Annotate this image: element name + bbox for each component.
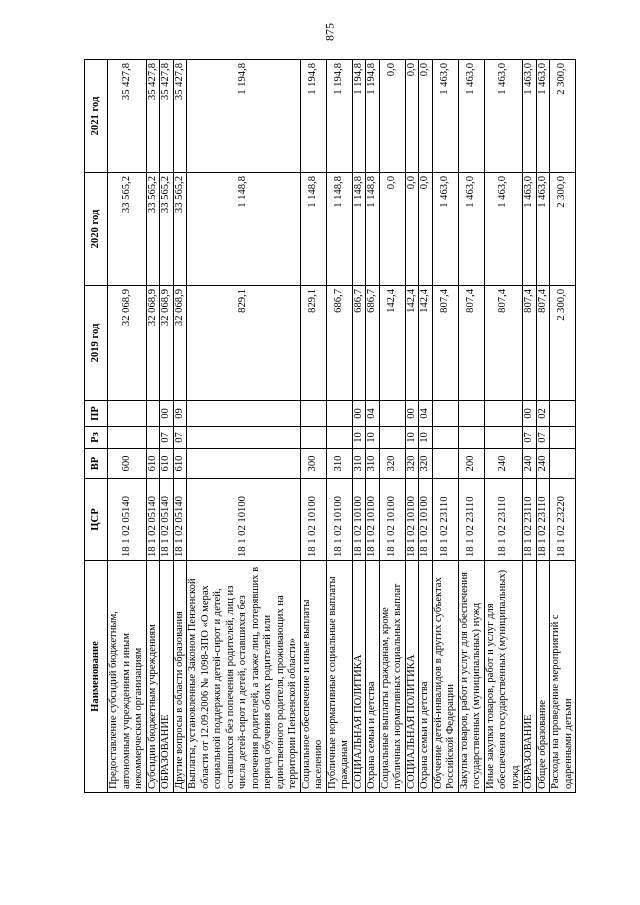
cell-vr: 310 [326, 449, 352, 479]
cell-2021: 1 194,8 [300, 60, 326, 173]
cell-rz [146, 427, 160, 449]
cell-2021: 1 463,0 [458, 60, 484, 173]
cell-2019: 32 068,9 [108, 286, 147, 401]
cell-vr: 600 [108, 449, 147, 479]
cell-vr: 200 [458, 449, 484, 479]
table-row [366, 60, 380, 793]
cell-csr: 18 1 02 10100 [300, 479, 326, 561]
cell-2019: 2 300,0 [550, 286, 576, 401]
table-row [458, 60, 484, 793]
cell-rz: 07 [523, 427, 537, 449]
cell-rz [484, 427, 523, 449]
cell-vr: 610 [173, 449, 187, 479]
cell-csr: 18 1 02 23110 [536, 479, 550, 561]
cell-2019: 829,1 [187, 286, 301, 401]
cell-name: ОБРАЗОВАНИЕ [523, 561, 537, 793]
cell-2020: 1 463,0 [458, 173, 484, 286]
cell-2020: 33 565,2 [108, 173, 147, 286]
cell-pr [300, 401, 326, 427]
cell-2021: 1 463,0 [484, 60, 523, 173]
cell-2019: 829,1 [300, 286, 326, 401]
cell-pr: 09 [173, 401, 187, 427]
header-vr: ВР [85, 449, 108, 479]
table-row [484, 60, 523, 793]
cell-name: Предоставление субсидий бюджетным, автономным учреждениям и иным некоммерческим организациям [108, 561, 147, 793]
page-number: 875 [322, 23, 337, 41]
budget-table [84, 59, 576, 793]
table-row [536, 60, 550, 793]
cell-2020: 1 148,8 [326, 173, 352, 286]
cell-name: Охрана семьи и детства [419, 561, 433, 793]
cell-name: Охрана семьи и детства [366, 561, 380, 793]
cell-csr: 18 1 02 10100 [405, 479, 419, 561]
cell-2021: 1 194,8 [187, 60, 301, 173]
cell-vr: 310 [366, 449, 380, 479]
cell-rz: 10 [352, 427, 366, 449]
cell-name: ОБРАЗОВАНИЕ [160, 561, 174, 793]
cell-2019: 807,4 [432, 286, 458, 401]
cell-csr: 18 1 02 10100 [352, 479, 366, 561]
cell-vr: 310 [352, 449, 366, 479]
cell-vr: 610 [160, 449, 174, 479]
cell-pr: 04 [366, 401, 380, 427]
table-row [326, 60, 352, 793]
cell-name: Общее образование [536, 561, 550, 793]
cell-2021: 1 463,0 [536, 60, 550, 173]
cell-rz: 07 [173, 427, 187, 449]
table-row [523, 60, 537, 793]
cell-rz [458, 427, 484, 449]
cell-2021: 1 194,8 [366, 60, 380, 173]
cell-rz: 10 [366, 427, 380, 449]
header-name: Наименование [85, 561, 108, 793]
cell-vr [550, 449, 576, 479]
table-header-row [85, 60, 108, 793]
cell-2021: 35 427,8 [108, 60, 147, 173]
cell-2019: 807,4 [484, 286, 523, 401]
cell-2020: 33 565,2 [146, 173, 160, 286]
cell-pr [432, 401, 458, 427]
cell-rz [432, 427, 458, 449]
cell-2021: 1 463,0 [432, 60, 458, 173]
cell-name: Социальное обеспечение и иные выплаты населению [300, 561, 326, 793]
cell-2020: 1 148,8 [366, 173, 380, 286]
cell-pr [379, 401, 405, 427]
cell-2021: 2 300,0 [550, 60, 576, 173]
table-body [108, 60, 576, 793]
cell-vr: 240 [536, 449, 550, 479]
cell-pr [187, 401, 301, 427]
cell-name: Иные закупки товаров, работ и услуг для обеспечения государственных (муниципальных) нужд [484, 561, 523, 793]
cell-2020: 33 565,2 [160, 173, 174, 286]
header-2021: 2021 год [85, 60, 108, 173]
header-pr: ПР [85, 401, 108, 427]
cell-2020: 1 148,8 [352, 173, 366, 286]
cell-csr: 18 1 02 05140 [160, 479, 174, 561]
cell-csr: 18 1 02 10100 [419, 479, 433, 561]
cell-2021: 35 427,8 [160, 60, 174, 173]
cell-2021: 0,0 [379, 60, 405, 173]
cell-2020: 2 300,0 [550, 173, 576, 286]
cell-csr: 18 1 02 05140 [173, 479, 187, 561]
cell-rz: 07 [536, 427, 550, 449]
cell-pr: 00 [523, 401, 537, 427]
cell-2019: 32 068,9 [146, 286, 160, 401]
cell-rz: 10 [405, 427, 419, 449]
cell-vr [432, 449, 458, 479]
cell-pr [550, 401, 576, 427]
cell-vr: 610 [146, 449, 160, 479]
rotated-table-container [84, 60, 574, 793]
cell-2020: 0,0 [379, 173, 405, 286]
cell-2019: 686,7 [366, 286, 380, 401]
cell-vr: 320 [419, 449, 433, 479]
cell-2019: 807,4 [536, 286, 550, 401]
cell-pr [458, 401, 484, 427]
table-row [160, 60, 174, 793]
cell-csr: 18 1 02 10100 [379, 479, 405, 561]
cell-2019: 32 068,9 [160, 286, 174, 401]
cell-2021: 35 427,8 [146, 60, 160, 173]
cell-rz [379, 427, 405, 449]
cell-2020: 1 463,0 [432, 173, 458, 286]
cell-csr: 18 1 02 23220 [550, 479, 576, 561]
cell-pr [326, 401, 352, 427]
cell-rz [326, 427, 352, 449]
cell-2020: 33 565,2 [173, 173, 187, 286]
cell-vr [187, 449, 301, 479]
cell-rz: 10 [419, 427, 433, 449]
cell-2020: 0,0 [419, 173, 433, 286]
cell-pr [108, 401, 147, 427]
cell-2020: 1 463,0 [523, 173, 537, 286]
cell-2020: 1 463,0 [484, 173, 523, 286]
cell-rz: 07 [160, 427, 174, 449]
header-csr: ЦСР [85, 479, 108, 561]
table-row [432, 60, 458, 793]
table-row [187, 60, 301, 793]
cell-2021: 0,0 [419, 60, 433, 173]
cell-vr: 300 [300, 449, 326, 479]
table-row [550, 60, 576, 793]
cell-2020: 0,0 [405, 173, 419, 286]
cell-2020: 1 148,8 [300, 173, 326, 286]
header-2020: 2020 год [85, 173, 108, 286]
cell-2019: 686,7 [326, 286, 352, 401]
cell-name: СОЦИАЛЬНАЯ ПОЛИТИКА [405, 561, 419, 793]
cell-csr: 18 1 02 23110 [523, 479, 537, 561]
cell-vr: 240 [484, 449, 523, 479]
cell-name: Закупка товаров, работ и услуг для обеспечения государственных (муниципальных) нужд [458, 561, 484, 793]
cell-pr [146, 401, 160, 427]
table-row [173, 60, 187, 793]
cell-name: Публичные нормативные социальные выплаты гражданам [326, 561, 352, 793]
cell-csr: 18 1 02 05140 [108, 479, 147, 561]
cell-pr: 00 [405, 401, 419, 427]
cell-csr: 18 1 02 23110 [458, 479, 484, 561]
header-rz: Рз [85, 427, 108, 449]
cell-vr: 240 [523, 449, 537, 479]
cell-csr: 18 1 02 05140 [146, 479, 160, 561]
cell-name: СОЦИАЛЬНАЯ ПОЛИТИКА [352, 561, 366, 793]
table-row [108, 60, 147, 793]
cell-2019: 142,4 [405, 286, 419, 401]
cell-rz [550, 427, 576, 449]
cell-2019: 807,4 [523, 286, 537, 401]
cell-2019: 686,7 [352, 286, 366, 401]
table-row [419, 60, 433, 793]
cell-vr: 320 [379, 449, 405, 479]
table-row [405, 60, 419, 793]
cell-2021: 1 194,8 [326, 60, 352, 173]
cell-csr: 18 1 02 23110 [484, 479, 523, 561]
cell-name: Субсидии бюджетным учреждениям [146, 561, 160, 793]
cell-pr [484, 401, 523, 427]
cell-pr: 00 [352, 401, 366, 427]
cell-pr: 00 [160, 401, 174, 427]
cell-name: Расходы на проведение мероприятий с одаренными детьми [550, 561, 576, 793]
cell-name: Социальные выплаты гражданам, кроме публичных нормативных социальных выплат [379, 561, 405, 793]
cell-pr: 02 [536, 401, 550, 427]
header-2019: 2019 год [85, 286, 108, 401]
cell-2020: 1 463,0 [536, 173, 550, 286]
cell-rz [187, 427, 301, 449]
cell-csr: 18 1 02 23110 [432, 479, 458, 561]
cell-name: Другие вопросы в области образования [173, 561, 187, 793]
cell-2019: 807,4 [458, 286, 484, 401]
cell-csr: 18 1 02 10100 [187, 479, 301, 561]
cell-name: Обучение детей-инвалидов в других субъектах Российской Федерации [432, 561, 458, 793]
cell-name: Выплаты, установленные Законом Пензенской области от 12.09.2006 № 1098-ЗПО «О мерах социальной поддержки детей-сирот и детей, оставшихся без попечения родителей, лиц из числа детей-сирот и детей, оставшихся без попечения родителей, а также лиц, потерявших в период обучения обоих родителей или единственного родителя, проживающих на территории Пензенской области» [187, 561, 301, 793]
cell-2021: 35 427,8 [173, 60, 187, 173]
cell-2019: 142,4 [419, 286, 433, 401]
cell-2019: 142,4 [379, 286, 405, 401]
table-row [300, 60, 326, 793]
table-row [379, 60, 405, 793]
table-row [146, 60, 160, 793]
cell-vr: 320 [405, 449, 419, 479]
cell-2019: 32 068,9 [173, 286, 187, 401]
cell-csr: 18 1 02 10100 [366, 479, 380, 561]
cell-pr: 04 [419, 401, 433, 427]
cell-rz [108, 427, 147, 449]
table-row [352, 60, 366, 793]
cell-2021: 1 463,0 [523, 60, 537, 173]
cell-2020: 1 148,8 [187, 173, 301, 286]
cell-2021: 0,0 [405, 60, 419, 173]
cell-2021: 1 194,8 [352, 60, 366, 173]
cell-rz [300, 427, 326, 449]
cell-csr: 18 1 02 10100 [326, 479, 352, 561]
